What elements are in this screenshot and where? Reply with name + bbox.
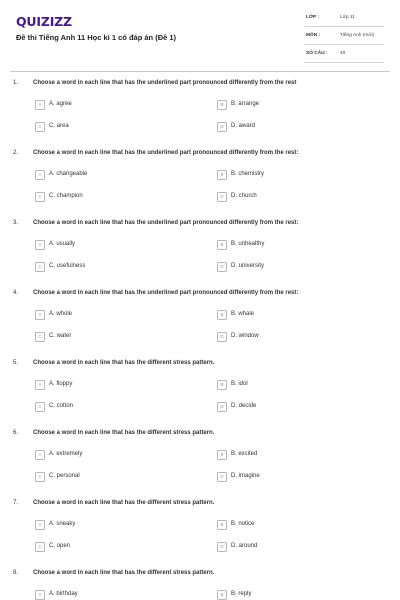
option-letter-box[interactable]: B [217,590,227,600]
question-number: 4. [13,290,19,296]
option-text: C. usefulness [49,263,86,269]
option-letter-box[interactable]: A [35,590,45,600]
option-text: A. usually [49,241,76,247]
question-number: 5. [13,360,19,366]
question-number: 7. [13,500,19,506]
question-number: 8. [13,570,19,576]
option-text: B. unhealthy [231,241,265,247]
option-text: C. cotton [49,403,74,409]
option-text: D. around [231,543,258,549]
option-letter-box[interactable]: C [35,192,45,202]
option-letter-box[interactable]: A [35,380,45,390]
option-letter-box[interactable]: B [217,380,227,390]
option-letter-box[interactable]: C [35,332,45,342]
question-6 [0,430,400,498]
meta-label-count: SỐ CÂU : [306,51,328,56]
option-text: A. agree [49,101,72,107]
question-number: 3. [13,220,19,226]
option-letter-box[interactable]: D [217,402,227,412]
option-letter-box[interactable]: C [35,402,45,412]
option-text: C. area [49,123,69,129]
question-4 [0,290,400,358]
question-1 [0,80,400,148]
option-text: A. whole [49,311,73,317]
option-letter-box[interactable]: C [35,542,45,552]
option-letter-box[interactable]: A [35,100,45,110]
option-letter-box[interactable]: A [35,520,45,530]
question-text: Choose a word in each line that has the different stress pattern. [33,430,215,436]
option-letter-box[interactable]: B [217,100,227,110]
question-text: Choose a word in each line that has the different stress pattern. [33,500,215,506]
option-text: D. decide [231,403,257,409]
option-text: D. award [231,123,256,129]
option-letter-box[interactable]: D [217,192,227,202]
option-letter-box[interactable]: A [35,240,45,250]
question-5 [0,360,400,428]
option-letter-box[interactable]: B [217,170,227,180]
question-text: Choose a word in each line that has the underlined part pronounced differently from the rest: [33,290,299,296]
question-text: Choose a word in each line that has the different stress pattern. [33,570,215,576]
option-text: B. chemistry [231,171,265,177]
option-letter-box[interactable]: D [217,122,227,132]
option-text: C. open [49,543,71,549]
question-number: 6. [13,430,19,436]
option-letter-box[interactable]: D [217,542,227,552]
meta-value-class: Lớp 11 [340,15,355,20]
option-letter-box[interactable]: D [217,262,227,272]
option-text: C. water [49,333,72,339]
option-text: B. idol [231,381,248,387]
question-text: Choose a word in each line that has the underlined part pronounced differently from the rest: [33,150,299,156]
question-number: 1. [13,80,19,86]
question-7 [0,500,400,568]
option-letter-box[interactable]: A [35,450,45,460]
option-letter-box[interactable]: C [35,262,45,272]
option-text: A. extremely [49,451,83,457]
option-letter-box[interactable]: D [217,472,227,482]
question-text: Choose a word in each line that has the different stress pattern. [33,360,215,366]
meta-value-count: 40 [340,51,346,56]
option-text: A. birthday [49,591,78,597]
option-letter-box[interactable]: B [217,240,227,250]
question-text: Choose a word in each line that has the underlined part pronounced differently from the rest [33,80,297,86]
meta-label-subject: MÔN : [306,33,321,38]
option-text: D. window [231,333,259,339]
worksheet-title: Đề thi Tiếng Anh 11 Học kì 1 có đáp án (Đề 1) [16,33,177,42]
question-2 [0,150,400,218]
option-text: D. imagine [231,473,260,479]
option-text: A. changeable [49,171,88,177]
question-8 [0,570,400,600]
option-text: D. university [231,263,265,269]
option-letter-box[interactable]: A [35,310,45,320]
option-text: A. sneaky [49,521,76,527]
option-letter-box[interactable]: C [35,472,45,482]
question-text: Choose a word in each line that has the underlined part pronounced differently from the rest: [33,220,299,226]
option-text: B. notice [231,521,255,527]
meta-value-subject: Tiếng Anh (mới) [340,33,375,38]
option-letter-box[interactable]: B [217,450,227,460]
question-3 [0,220,400,288]
option-letter-box[interactable]: A [35,170,45,180]
option-text: B. reply [231,591,252,597]
quizizz-logo[interactable]: QUIZIZZ [16,14,72,29]
option-text: D. church [231,193,257,199]
question-number: 2. [13,150,19,156]
option-text: A. floppy [49,381,73,387]
option-letter-box[interactable]: D [217,332,227,342]
option-text: B. excited [231,451,258,457]
meta-label-class: LỚP : [306,15,320,20]
option-letter-box[interactable]: B [217,520,227,530]
option-letter-box[interactable]: C [35,122,45,132]
option-text: B. arrange [231,101,260,107]
option-text: C. champion [49,193,83,199]
option-text: C. personal [49,473,80,479]
option-letter-box[interactable]: B [217,310,227,320]
option-text: B. whale [231,311,255,317]
